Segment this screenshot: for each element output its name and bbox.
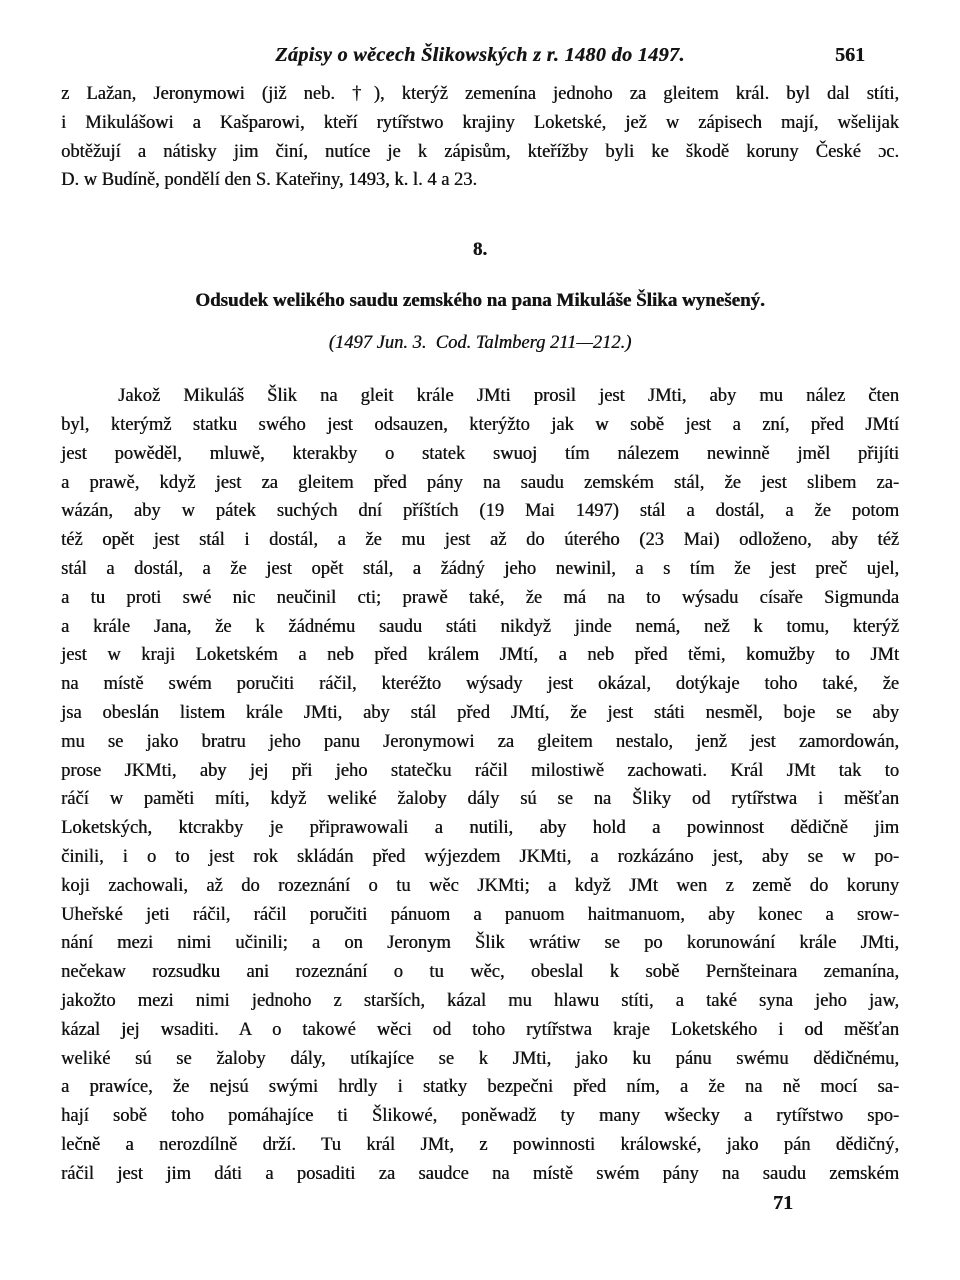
text-line: na místě swém poručiti ráčil, kteréžto wýsady jest okázal, dotýkaje toho také, že [61, 674, 899, 695]
section-heading: Odsudek welikého saudu zemského na pana Mikuláše Šlika wynešený. [195, 290, 765, 312]
text-line: jsa obeslán listem krále JMti, aby stál před JMtí, že jest státi nesměl, boje se aby [61, 702, 899, 723]
text-line: jakožto mezi nimi jednoho z starších, kázal mu hlawu stíti, a také syna jeho jaw, [61, 990, 899, 1011]
text-line: a prawíce, že nejsú swými hrdly i statky bezpečni před ním, a že na ně mocí sa- [61, 1077, 899, 1098]
text-line: ráčí w paměti míti, když weliké žaloby dály sú se na Šliky od rytířstwa i měšťan [61, 789, 899, 810]
intro-justified-lines [61, 80, 899, 166]
text-line: stál a dostál, a že jest opět stál, a žádný jeho newinil, a s tím že jest preč ujel, [61, 558, 899, 579]
text-line: lečně a nerozdílně drží. Tu král JMt, z powinnosti králowské, jako pán dědičný, [61, 1134, 899, 1155]
text-line: Loketských, ktcrakby je připrawowali a nutili, aby hold a powinnost dědičně jim [61, 818, 899, 839]
source-citation: (1497 Jun. 3. Cod. Talmberg 211—212.) [328, 333, 632, 354]
signature-row [61, 1189, 899, 1220]
text-line: též opět jest stál i dostál, a že mu jest až do úterého (23 Mai) odloženo, aby též [61, 530, 899, 551]
text-line: činili, i o to jest rok skládán před wýjezdem JKMti, a rozkázáno jest, aby se w po- [61, 846, 899, 867]
running-title: Zápisy o wěcech Šlikowských z r. 1480 do 1497. [275, 44, 685, 66]
text-line: mu se jako bratru jeho panu Jeronymowi za gleitem nestalo, jenž jest zamordowán, [61, 731, 899, 752]
text-line: weliké sú se žaloby dály, utíkajíce se k JMti, jako ku pánu swému dědičnému, [61, 1048, 899, 1069]
text-line: i Mikulášowi a Kašparowi, kteří rytířstwo krajiny Loketské, jež w zápisech mají, wšelijak [61, 112, 899, 133]
text-line: byl, kterýmž statku swého jest odsauzen, kterýžto jak w sobě jest a zní, před JMtí [61, 414, 899, 435]
intro-paragraph [61, 80, 899, 195]
page-number: 561 [835, 44, 865, 66]
text-line: ráčil jest jim dáti a posaditi za saudce na místě swém pány na saudu zemském [61, 1163, 899, 1184]
text-line: Jakož Mikuláš Šlik na gleit krále JMti prosil jest JMti, aby mu nález čten [118, 386, 899, 407]
text-line: obtěžují a nátisky jim činí, nutíce je k zápisům, kteřížby byli ke škodě koruny České ɔc. [61, 141, 899, 162]
text-line: nečekaw rozsudku ani rozeznání o tu wěc, obeslal k sobě Pernšteinara zemanína, [61, 962, 899, 983]
text-line: jest powěděl, mluwě, kterakby o statek swuoj tím nálezem newinně jměl přijíti [61, 443, 899, 464]
text-line: jest w kraji Loketském a neb před králem JMtí, a neb před těmi, komužby to JMt [61, 645, 899, 666]
text-line: nání mezi nimi učinili; a on Jeronym Šlik wrátiw se po korunowání krále JMti, [61, 933, 899, 954]
body-paragraph [61, 382, 899, 1188]
text-line: Uheřské jeti ráčil, ráčil poručiti pánuom a panuom haitmanuom, aby konec a srow- [61, 904, 899, 925]
section-number: 8. [472, 239, 488, 261]
text-line: z Lažan, Jeronymowi (již neb. †), kterýž zemenína jednoho za gleitem král. byl dal stíti, [61, 84, 899, 104]
page-header [61, 42, 899, 68]
text-line: hají sobě toho pomáhajíce ti Šlikowé, poněwadž ty many wšecky a rytířstwo spo- [61, 1106, 899, 1127]
text-line: a prawě, když jest za gleitem před pány na saudu zemském stál, že jest slibem za- [61, 472, 899, 493]
intro-last-line: D. w Budíně, pondělí den S. Kateřiny, 1493, k. l. 4 a 23. [61, 170, 478, 191]
text-line: wázán, aby w pátek suchých dní příštích (19 Mai 1497) stál a dostál, a že potom [61, 501, 899, 522]
text-line: a tu proti swé nic neučinil cti; prawě také, že má na to wýsadu císaře Sigmunda [61, 587, 899, 608]
text-line: a krále Jana, že k žádnému saudu státi nikdyž jinde nemá, než k tomu, kterýž [61, 616, 899, 637]
text-line: prose JKMti, aby jej při jeho statečku ráčil milostiwě zachowati. Král JMt tak to [61, 760, 899, 781]
book-page [61, 0, 899, 1219]
text-line: koji zachowali, až do rozeznání o tu wěc JKMti; a když JMt wen z země do koruny [61, 875, 899, 896]
signature-number: 71 [773, 1191, 793, 1214]
text-line: kázal jej wsaditi. A o takowé wěci od toho rytířstwa kraje Loketského i od měšťan [61, 1019, 899, 1040]
